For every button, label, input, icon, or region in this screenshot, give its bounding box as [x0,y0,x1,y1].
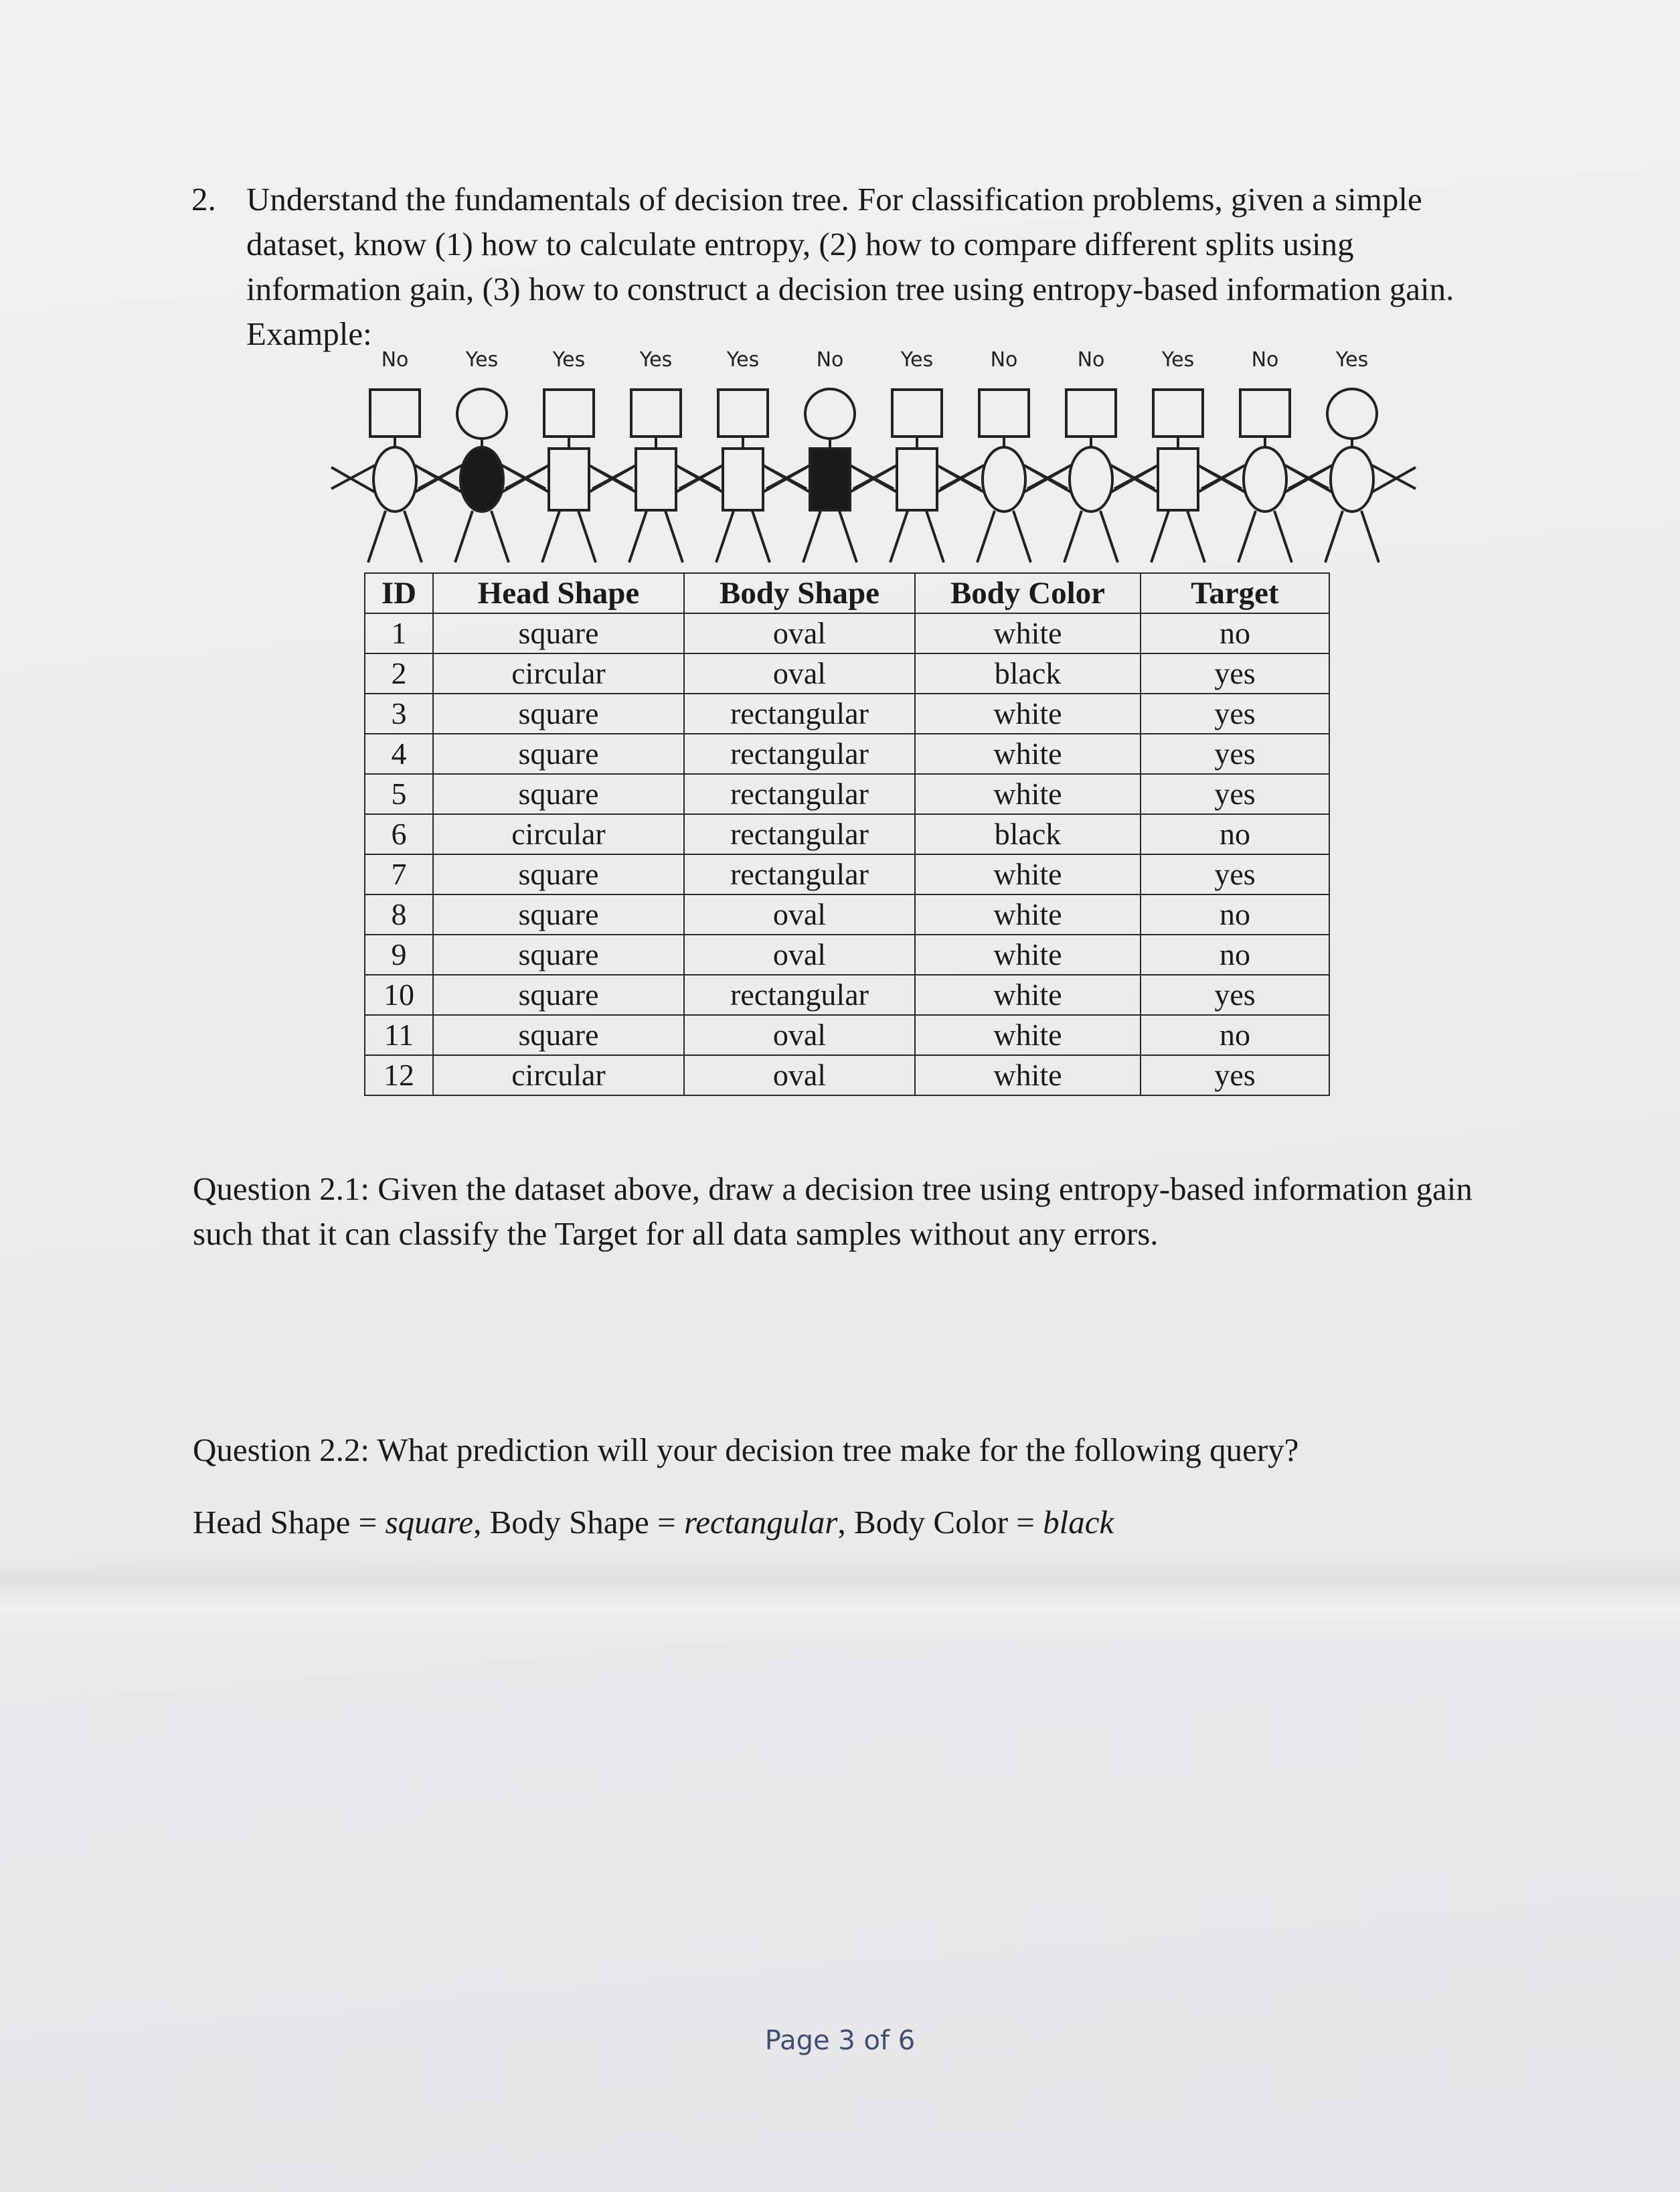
cell-body-color: black [915,653,1141,694]
cell-body-shape: oval [684,1015,915,1055]
figure-label: No [381,348,409,372]
cell-id: 2 [365,653,433,694]
figure-leg-left [1151,511,1169,562]
query-line [193,1500,1531,1545]
figure-arm-left-down [1201,467,1245,492]
figure-head-square [1240,390,1290,437]
cell-target: yes [1141,1055,1329,1095]
cell-id: 4 [365,734,433,774]
table-row [365,935,1329,975]
cell-body-shape: rectangular [684,734,915,774]
cell-body-shape: oval [684,894,915,935]
figure-body-rect [897,449,937,510]
figure-arm-left-down [1288,467,1332,492]
figure-body-rect [810,449,850,510]
figure-label: Yes [900,348,934,372]
cell-body-color: white [915,935,1141,975]
table-row [365,774,1329,814]
figure-label: Yes [1161,348,1195,372]
figure-leg-right [1361,511,1379,562]
cell-body-color: white [915,613,1141,653]
cell-id: 9 [365,935,433,975]
cell-body-color: white [915,734,1141,774]
figure-arm-left-down [679,467,723,492]
question-2-2: Question 2.2: What prediction will your decision tree make for the following query? [193,1431,1299,1468]
cell-head-shape: square [433,774,684,814]
paper-fold [0,1555,1680,1642]
figure-arm-left-down [1114,467,1158,492]
table-row [365,814,1329,854]
figure-label: Yes [639,348,673,372]
cell-head-shape: circular [433,653,684,694]
figure-label: Yes [552,348,586,372]
header-target: Target [1141,573,1329,613]
query-head-label: Head Shape = [193,1504,386,1541]
figure-leg-left [629,511,647,562]
cell-head-shape: square [433,854,684,894]
header-head-shape: Head Shape [433,573,684,613]
stick-figure [766,389,894,562]
figure-arm-left-down [1027,467,1071,492]
figure-arm-left-up [940,465,984,489]
cell-body-shape: rectangular [684,774,915,814]
figure-body-oval [1331,447,1373,512]
dataset-table [364,572,1330,1096]
table-row [365,894,1329,935]
question-2-1: Question 2.1: Given the dataset above, draw a decision tree using entropy-based information gain such that it can classify the Target for all data samples without any errors. [193,1170,1473,1252]
figure-body-oval [1070,447,1112,512]
figure-arm-left-up [853,465,897,489]
figure-arm-right-down [1372,467,1416,492]
figure-head-square [1153,390,1203,437]
table-row [365,854,1329,894]
figure-leg-right [839,511,857,562]
cell-id: 6 [365,814,433,854]
figure-leg-left [803,511,821,562]
task-number: 2. [191,181,216,218]
cell-head-shape: circular [433,814,684,854]
query-color-value: black [1043,1504,1114,1541]
figure-body-oval [983,447,1025,512]
figure-arm-left-up [1114,465,1158,489]
figure-label: No [816,348,844,372]
cell-body-color: white [915,854,1141,894]
table-header-row [365,573,1329,613]
cell-body-shape: rectangular [684,975,915,1015]
figure-arm-left-up [418,465,462,489]
cell-id: 7 [365,854,433,894]
table-row [365,1015,1329,1055]
figure-head-square [718,390,768,437]
table-row [365,734,1329,774]
cell-body-shape: oval [684,613,915,653]
table-row [365,1055,1329,1095]
cell-body-color: white [915,1015,1141,1055]
figure-head-circle [1327,389,1377,439]
figure-head-square [979,390,1029,437]
figure-head-circle [457,389,507,439]
figure-arm-left-down [418,467,462,492]
cell-head-shape: square [433,935,684,975]
figure-label: No [1251,348,1279,372]
cell-head-shape: square [433,734,684,774]
figure-label: Yes [1335,348,1369,372]
stick-figure [418,389,545,562]
cell-id: 11 [365,1015,433,1055]
cell-target: no [1141,814,1329,854]
cell-id: 12 [365,1055,433,1095]
header-body-shape: Body Shape [684,573,915,613]
stick-figure-illustration [328,348,1419,569]
figure-label: Yes [726,348,760,372]
cell-target: no [1141,894,1329,935]
figure-leg-right [1100,511,1118,562]
figure-arm-left-down [592,467,636,492]
cell-target: no [1141,1015,1329,1055]
cell-head-shape: square [433,975,684,1015]
figure-arm-left-down [940,467,984,492]
cell-body-color: white [915,694,1141,734]
figure-leg-left [890,511,908,562]
figure-arm-left-up [592,465,636,489]
figure-leg-right [491,511,509,562]
cell-id: 5 [365,774,433,814]
figure-body-rect [723,449,763,510]
figure-body-oval [1244,447,1286,512]
figure-leg-left [542,511,560,562]
cell-target: no [1141,935,1329,975]
figure-body-rect [549,449,589,510]
figure-body-oval [373,447,416,512]
figure-leg-right [1274,511,1292,562]
figure-body-oval [460,447,503,512]
cell-target: yes [1141,734,1329,774]
figure-arm-left-up [1201,465,1245,489]
cell-head-shape: square [433,1015,684,1055]
figure-head-square [544,390,594,437]
figure-leg-left [977,511,995,562]
figure-arm-left-up [505,465,549,489]
figure-arm-left-up [679,465,723,489]
query-color-label: , Body Color = [837,1504,1043,1541]
cell-id: 10 [365,975,433,1015]
cell-head-shape: square [433,894,684,935]
cell-id: 8 [365,894,433,935]
figure-arm-left-up [1288,465,1332,489]
cell-body-shape: rectangular [684,694,915,734]
cell-head-shape: square [433,613,684,653]
stick-figures [328,348,1419,569]
table-row [365,613,1329,653]
figure-leg-right [404,511,422,562]
figure-head-square [1066,390,1116,437]
figure-arm-left-up [766,465,810,489]
figure-head-square [370,390,420,437]
cell-target: yes [1141,694,1329,734]
cell-body-color: black [915,814,1141,854]
query-body-value: rectangular [683,1504,838,1541]
figure-label: Yes [465,348,499,372]
task-paragraph [191,177,1503,356]
figure-arm-left-down [853,467,897,492]
page-number: Page 3 of 6 [764,2025,916,2056]
cell-target: yes [1141,975,1329,1015]
cell-body-shape: rectangular [684,854,915,894]
stick-figure [1288,389,1416,562]
query-head-value: square [385,1504,474,1541]
cell-head-shape: circular [433,1055,684,1095]
figure-leg-left [716,511,734,562]
cell-target: yes [1141,653,1329,694]
query-body-label: , Body Shape = [473,1504,684,1541]
table-body [365,613,1329,1095]
cell-id: 3 [365,694,433,734]
cell-body-color: white [915,774,1141,814]
figure-leg-right [752,511,770,562]
cell-body-shape: oval [684,1055,915,1095]
header-body-color: Body Color [915,573,1141,613]
cell-target: no [1141,613,1329,653]
figure-arm-left-up [331,465,375,489]
cell-body-shape: oval [684,653,915,694]
cell-body-color: white [915,975,1141,1015]
figure-leg-right [926,511,944,562]
figure-arm-left-down [766,467,810,492]
figure-arm-left-down [505,467,549,492]
figure-body-rect [1158,449,1198,510]
figure-leg-right [578,511,596,562]
cell-body-color: white [915,1055,1141,1095]
cell-head-shape: square [433,694,684,734]
figure-label: No [990,348,1018,372]
figure-head-square [892,390,942,437]
cell-body-shape: oval [684,935,915,975]
header-id: ID [365,573,433,613]
figure-leg-left [1238,511,1256,562]
cell-target: yes [1141,854,1329,894]
figure-leg-left [1064,511,1082,562]
cell-id: 1 [365,613,433,653]
cell-body-color: white [915,894,1141,935]
figure-head-square [631,390,681,437]
cell-body-shape: rectangular [684,814,915,854]
figure-arm-right-up [1372,465,1416,489]
figure-leg-right [665,511,683,562]
figure-leg-left [455,511,473,562]
task-text: Understand the fundamentals of decision tree. For classification problems, given a simple dataset, know (1) how to calculate entropy, (2) how to compare different splits using information gain, (3) how to construct a decision tree using entropy-based information gain. Example: [246,181,1454,352]
table-row [365,975,1329,1015]
figure-leg-left [368,511,386,562]
table-row [365,653,1329,694]
cell-target: yes [1141,774,1329,814]
figure-leg-left [1325,511,1343,562]
figure-label: No [1077,348,1105,372]
figure-leg-right [1187,511,1205,562]
figure-arm-left-down [331,467,375,492]
figure-body-rect [636,449,676,510]
figure-leg-right [1013,511,1031,562]
table-row [365,694,1329,734]
figure-head-circle [805,389,855,439]
figure-arm-left-up [1027,465,1071,489]
